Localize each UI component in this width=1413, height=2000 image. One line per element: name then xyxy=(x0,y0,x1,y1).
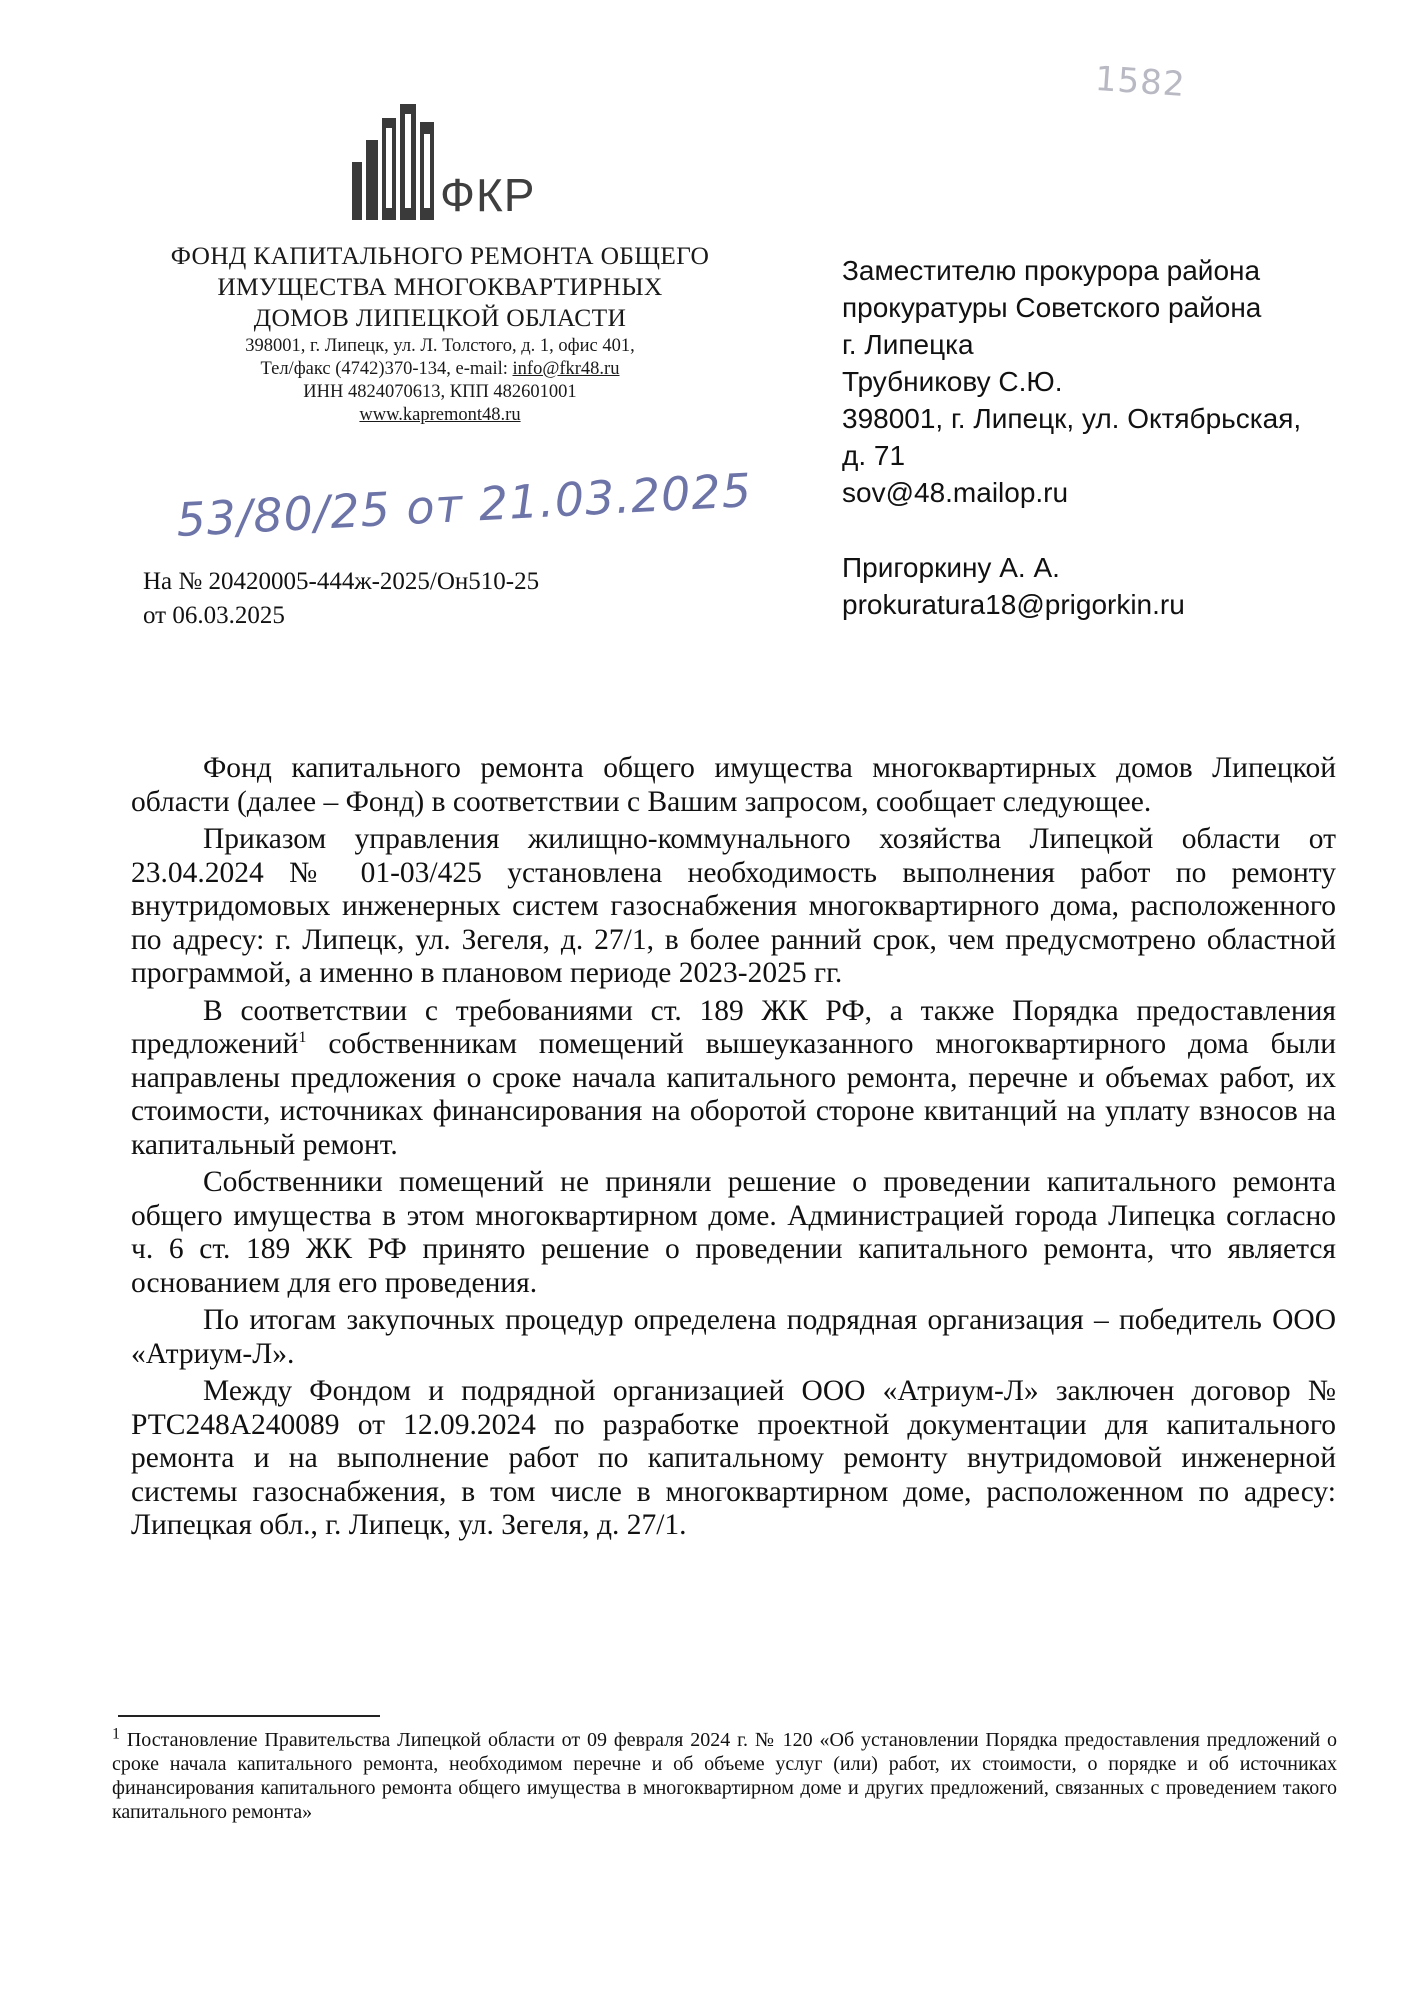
footnote-text: Постановление Правительства Липецкой области от 09 февраля 2024 г. № 120 «Об установлении Порядка предоставления предложений о сроке начала капитального ремонта, необходимом перечне и об объеме услуг (или) работ, их стоимости, о порядке и об источниках финансирования капитального ремонта общего имущества в многоквартирном доме и других предложений, связанных с проведением такого капитального ремонта» xyxy=(112,1729,1337,1823)
org-name-line: ФОНД КАПИТАЛЬНОГО РЕМОНТА ОБЩЕГО xyxy=(170,241,710,270)
body-paragraph-part: собственникам помещений вышеуказанного многоквартирного дома были направлены предложения о сроке начала капитального ремонта, перечне и объемах работ, их стоимости, источниках финансирования на оборотой стороне квитанций на уплату взносов на капитальный ремонт. xyxy=(131,1028,1336,1161)
sender-email-link[interactable]: info@fkr48.ru xyxy=(512,359,620,379)
footnote-mark: 1 xyxy=(112,1725,120,1743)
body-paragraph: Между Фондом и подрядной организацией ООО «Атриум-Л» заключен договор № РТС248А240089 от 12.09.2024 по разработке проектной документации для капитального ремонта и на выполнение работ по капитальному ремонту внутридомовой инженерной системы газоснабжения, в том числе в многоквартирном доме, расположенном по адресу: Липецкая обл., г. Липецк, ул. Зегеля, д. 27/1. xyxy=(131,1375,1336,1541)
body-paragraph: Приказом управления жилищно-коммунального хозяйства Липецкой области от 23.04.2024 № 01-03/425 установлена необходимость выполнения работ по ремонту внутридомовых инженерных систем газоснабжения многоквартирного дома, расположенного по адресу: г. Липецк, ул. Зегеля, д. 27/1, в более ранний срок, чем предусмотрено областной программой, а именно в плановом периоде 2023-2025 гг. xyxy=(131,823,1336,989)
corner-registration-number: 1582 xyxy=(1093,58,1187,106)
sender-block xyxy=(140,240,740,427)
addressee-line: Трубникову С.Ю. xyxy=(842,366,1063,397)
addressee-line: прокуратуры Советского района xyxy=(842,292,1262,323)
addressee-line: д. 71 xyxy=(842,440,906,471)
addressee-line: Заместителю прокурора района xyxy=(842,255,1261,286)
addressee-second-email: prokuratura18@prigorkin.ru xyxy=(842,589,1185,620)
footnote-reference: 1 xyxy=(298,1029,307,1047)
footnote xyxy=(112,1725,1337,1824)
addressee-email: sov@48.mailop.ru xyxy=(842,477,1069,508)
reference-number: На № 20420005-444ж-2025/Он510-25 xyxy=(143,568,540,595)
body-paragraph: По итогам закупочных процедур определена подрядная организация – победитель ООО «Атриум-Л». xyxy=(131,1304,1336,1370)
addressee-block xyxy=(842,252,1362,623)
addressee-line: г. Липецка xyxy=(842,329,974,360)
footnote-divider xyxy=(118,1715,380,1717)
sender-phone: Тел/факс (4742)370-134, e-mail: xyxy=(260,359,513,379)
addressee-line: 398001, г. Липецк, ул. Октябрьская, xyxy=(842,403,1302,434)
body-paragraph xyxy=(131,995,1336,1163)
body-paragraph: Собственники помещений не приняли решение о проведении капитального ремонта общего имущества в этом многоквартирном доме. Администрацией города Липецка согласно ч. 6 ст. 189 ЖК РФ принято решение о проведении капитального ремонта, что является основанием для его проведения. xyxy=(131,1166,1336,1299)
reference-block xyxy=(143,565,539,633)
sender-website-link[interactable]: www.kapremont48.ru xyxy=(359,405,521,425)
org-name-line: ДОМОВ ЛИПЕЦКОЙ ОБЛАСТИ xyxy=(253,303,627,332)
sender-inn-kpp: ИНН 4824070613, КПП 482601001 xyxy=(303,382,577,402)
handwritten-outgoing-number: 53/80/25 от 21.03.2025 xyxy=(174,462,754,548)
body-paragraph: Фонд капитального ремонта общего имущества многоквартирных домов Липецкой области (далее – Фонд) в соответствии с Вашим запросом, сообщает следующее. xyxy=(131,752,1336,818)
logo-text: ФКР xyxy=(440,169,536,221)
body-paragraph-part: В соответствии с требованиями ст. 189 ЖК РФ, а также Порядка предоставления предложений xyxy=(131,994,1336,1060)
letter-body xyxy=(131,752,1336,1547)
org-name-line: ИМУЩЕСТВА МНОГОКВАРТИРНЫХ xyxy=(217,272,663,301)
sender-address: 398001, г. Липецк, ул. Л. Толстого, д. 1, офис 401, xyxy=(245,336,635,356)
reference-date: от 06.03.2025 xyxy=(143,602,285,629)
sender-contacts xyxy=(140,358,740,381)
addressee-second-name: Пригоркину А. А. xyxy=(842,552,1060,583)
